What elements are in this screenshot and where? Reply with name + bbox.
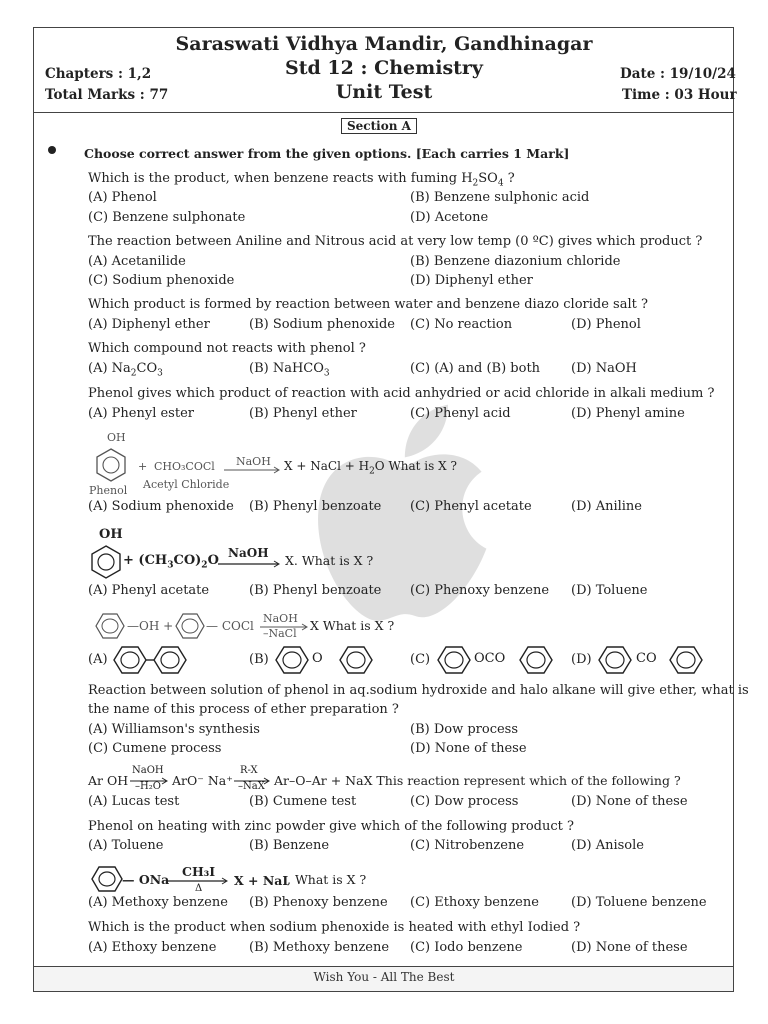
q12-option-d[interactable]: (D) Toluene benzene xyxy=(571,895,707,910)
q11-option-d[interactable]: (D) Anisole xyxy=(571,838,644,853)
q2-option-d[interactable]: (D) Diphenyl ether xyxy=(410,273,533,288)
q5-option-c[interactable]: (C) Phenyl acid xyxy=(410,406,511,421)
q3-option-d[interactable]: (D) Phenol xyxy=(571,317,641,332)
q1-option-c[interactable]: (C) Benzene sulphonate xyxy=(88,210,246,225)
q8-option-c[interactable]: (C) xyxy=(410,652,431,667)
q4-option-c[interactable]: (C) (A) and (B) both xyxy=(410,361,541,376)
q1-option-b[interactable]: (B) Benzene sulphonic acid xyxy=(410,190,590,205)
q4-option-a[interactable]: (A) $Na_2CO_3$ xyxy=(88,361,163,379)
q7-arrow-label: NaOH xyxy=(228,546,269,560)
q7-option-c[interactable]: (C) Phenoxy benzene xyxy=(410,583,550,598)
benzene-ring-icon xyxy=(595,644,635,676)
q8-c-link: OCO xyxy=(474,651,506,666)
question-5: Phenol gives which product of reaction with acid anhydried or acid chloride in alkali medium ? xyxy=(88,386,715,401)
q7-option-a[interactable]: (A) Phenyl acetate xyxy=(88,583,210,598)
q3-option-a[interactable]: (A) Diphenyl ether xyxy=(88,317,210,332)
q2-option-b[interactable]: (B) Benzene diazonium chloride xyxy=(410,254,621,269)
q11-option-b[interactable]: (B) Benzene xyxy=(249,838,330,853)
q9-option-d[interactable]: (D) None of these xyxy=(410,741,527,756)
q12-option-a[interactable]: (A) Methoxy benzene xyxy=(88,895,228,910)
q8-oh: —OH + xyxy=(127,619,174,633)
q10-arrow2-bottom: –NaX xyxy=(238,781,265,792)
q6-phenol-label: Phenol xyxy=(89,484,128,497)
biphenyl-structure xyxy=(110,644,190,676)
q7-rest: X. What is X ? xyxy=(285,553,374,568)
q12-option-c[interactable]: (C) Ethoxy benzene xyxy=(410,895,539,910)
question-3: Which product is formed by reaction between water and benzene diazo cloride salt ? xyxy=(88,297,648,312)
question-1: Which is the product, when benzene reacts with fuming $H_2SO_4$ ? xyxy=(88,171,515,189)
benzene-ring-icon xyxy=(95,448,127,482)
q8-option-b[interactable]: (B) xyxy=(249,652,269,667)
instruction: Choose correct answer from the given options. [Each carries 1 Mark] xyxy=(84,146,570,161)
question-9-line-2: the name of this process of ether preparation ? xyxy=(88,702,399,717)
question-11: Phenol on heating with zinc powder give which of the following product ? xyxy=(88,819,574,834)
chapters: Chapters : 1,2 xyxy=(45,66,152,82)
benzene-ring-icon xyxy=(272,644,312,676)
benzene-ring-icon xyxy=(336,644,376,676)
q6-option-b[interactable]: (B) Phenyl benzoate xyxy=(249,499,382,514)
benzene-ring-icon xyxy=(666,644,706,676)
section-label: Section A xyxy=(341,118,417,134)
benzene-ring-icon xyxy=(88,611,132,641)
q8-b-link: O xyxy=(312,651,323,666)
q10-rest: Ar–O–Ar + NaX This reaction represent which of the following ? xyxy=(274,773,681,788)
q6-oh-label: OH xyxy=(107,431,126,444)
question-13: Which is the product when sodium phenoxide is heated with ethyl Iodied ? xyxy=(88,920,581,935)
q2-option-c[interactable]: (C) Sodium phenoxide xyxy=(88,273,235,288)
arrow-icon xyxy=(218,560,284,568)
q8-d-link: CO xyxy=(636,651,657,666)
q10-arrow1-bottom: –H₂O xyxy=(135,781,161,792)
q9-option-a[interactable]: (A) Williamson's synthesis xyxy=(88,722,260,737)
test-title: Unit Test xyxy=(335,81,433,103)
question-9-line-1: Reaction between solution of phenol in aq.sodium hydroxide and halo alkane will give ether, what is xyxy=(88,683,749,698)
q7-oh-label: OH xyxy=(99,527,123,542)
question-2: The reaction between Aniline and Nitrous acid at very low temp (0 ºC) gives which product ? xyxy=(88,234,703,249)
q5-option-b[interactable]: (B) Phenyl ether xyxy=(249,406,357,421)
q12-question: , What is X ? xyxy=(287,872,367,887)
q1-option-a[interactable]: (A) Phenol xyxy=(88,190,157,205)
q7-option-d[interactable]: (D) Toluene xyxy=(571,583,648,598)
q12-products: X + NaI xyxy=(234,873,289,888)
q10-option-d[interactable]: (D) None of these xyxy=(571,794,688,809)
standard-title: Std 12 : Chemistry xyxy=(285,57,483,79)
q8-arrow-top: NaOH xyxy=(263,612,298,625)
q7-reagent: + $(CH_3CO)_2O$ xyxy=(123,553,219,571)
q6-arrow-label: NaOH xyxy=(236,455,271,468)
q13-option-a[interactable]: (A) Ethoxy benzene xyxy=(88,940,217,955)
q6-option-c[interactable]: (C) Phenyl acetate xyxy=(410,499,532,514)
test-date: Date : 19/10/24 xyxy=(620,66,736,82)
benzene-ring-icon xyxy=(516,644,556,676)
bullet-icon xyxy=(48,146,56,154)
apple-logo-watermark xyxy=(280,395,520,635)
q10-intermediate: ArO⁻ Na⁺ xyxy=(172,773,233,788)
q12-arrow-bottom: Δ xyxy=(195,883,203,894)
q6-reagent: CHO₃COCl xyxy=(154,460,215,473)
q6-plus: + xyxy=(138,460,148,473)
q10-option-a[interactable]: (A) Lucas test xyxy=(88,794,180,809)
arrow-icon xyxy=(224,466,282,474)
q6-acetyl-label: Acetyl Chloride xyxy=(143,478,230,491)
benzene-ring-icon xyxy=(434,644,474,676)
q12-ona: — ONa xyxy=(122,872,170,887)
q13-option-c[interactable]: (C) Iodo benzene xyxy=(410,940,523,955)
q2-option-a[interactable]: (A) Acetanilide xyxy=(88,254,186,269)
q4-option-d[interactable]: (D) NaOH xyxy=(571,361,637,376)
question-4: Which compound not reacts with phenol ? xyxy=(88,341,366,356)
q10-arrow1-top: NaOH xyxy=(132,765,164,776)
test-duration: Time : 03 Hour xyxy=(622,87,737,103)
q11-option-c[interactable]: (C) Nitrobenzene xyxy=(410,838,525,853)
q12-option-b[interactable]: (B) Phenoxy benzene xyxy=(249,895,388,910)
q5-option-d[interactable]: (D) Phenyl amine xyxy=(571,406,685,421)
q6-rest: X + NaCl + $H_2O$ What is X ? xyxy=(284,459,457,477)
q8-cocl: — COCl xyxy=(206,619,254,633)
q1-option-d[interactable]: (D) Acetone xyxy=(410,210,489,225)
q12-arrow-top: CH₃I xyxy=(182,864,216,879)
footer-divider xyxy=(33,966,734,967)
q8-rest: X What is X ? xyxy=(310,618,395,633)
header-divider xyxy=(33,112,734,113)
q10-option-c[interactable]: (C) Dow process xyxy=(410,794,519,809)
q8-option-a[interactable]: (A) xyxy=(88,652,108,667)
q10-arrow2-top: R-X xyxy=(240,765,258,776)
q13-option-b[interactable]: (B) Methoxy benzene xyxy=(249,940,390,955)
q9-option-b[interactable]: (B) Dow process xyxy=(410,722,519,737)
benzene-ring-icon xyxy=(90,545,122,579)
footer-message: Wish You - All The Best xyxy=(313,970,455,984)
q10-option-b[interactable]: (B) Cumene test xyxy=(249,794,357,809)
q3-option-c[interactable]: (C) No reaction xyxy=(410,317,513,332)
q8-option-d[interactable]: (D) xyxy=(571,652,592,667)
school-name: Saraswati Vidhya Mandir, Gandhinagar xyxy=(175,33,593,55)
total-marks: Total Marks : 77 xyxy=(45,87,169,103)
q5-option-a[interactable]: (A) Phenyl ester xyxy=(88,406,194,421)
q7-option-b[interactable]: (B) Phenyl benzoate xyxy=(249,583,382,598)
q10-reactant: Ar OH xyxy=(88,773,129,788)
q6-option-a[interactable]: (A) Sodium phenoxide xyxy=(88,499,234,514)
q13-option-d[interactable]: (D) None of these xyxy=(571,940,688,955)
q3-option-b[interactable]: (B) Sodium phenoxide xyxy=(249,317,395,332)
q6-option-d[interactable]: (D) Aniline xyxy=(571,499,642,514)
q11-option-a[interactable]: (A) Toluene xyxy=(88,838,164,853)
q4-option-b[interactable]: (B) NaHCO$_3$ xyxy=(249,361,330,379)
q9-option-c[interactable]: (C) Cumene process xyxy=(88,741,222,756)
q8-arrow-bottom: –NaCl xyxy=(263,627,297,640)
